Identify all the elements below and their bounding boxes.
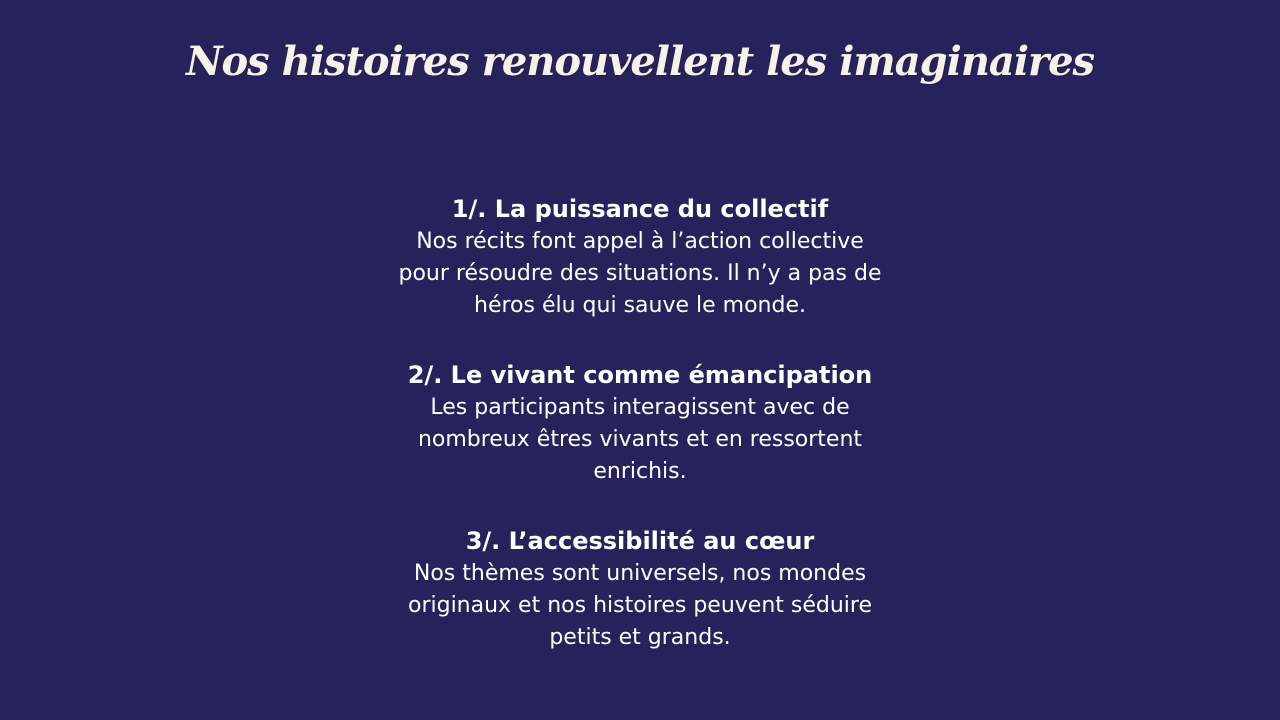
principle-heading: 3/. L’accessibilité au cœur (465, 527, 815, 555)
principle-heading: 1/. La puissance du collectif (451, 195, 829, 223)
principle-body: Les participants interagissent avec de nombreux êtres vivants et en ressortent enrichis. (417, 395, 863, 484)
principle-body: Nos récits font appel à l’action collective pour résoudre des situations. Il n’y a pas de héros élu qui sauve le monde. (398, 229, 882, 318)
principle-heading: 2/. Le vivant comme émancipation (407, 361, 873, 389)
principle-body: Nos thèmes sont universels, nos mondes originaux et nos histoires peuvent séduire petits et grands. (407, 561, 873, 650)
principles-list (0, 192, 1280, 690)
principle-item-vivant (380, 358, 900, 488)
principle-item-accessibilite (380, 524, 900, 654)
principle-item-collectif (380, 192, 900, 322)
slide-title: Nos histoires renouvellent les imaginaires (185, 38, 1095, 85)
